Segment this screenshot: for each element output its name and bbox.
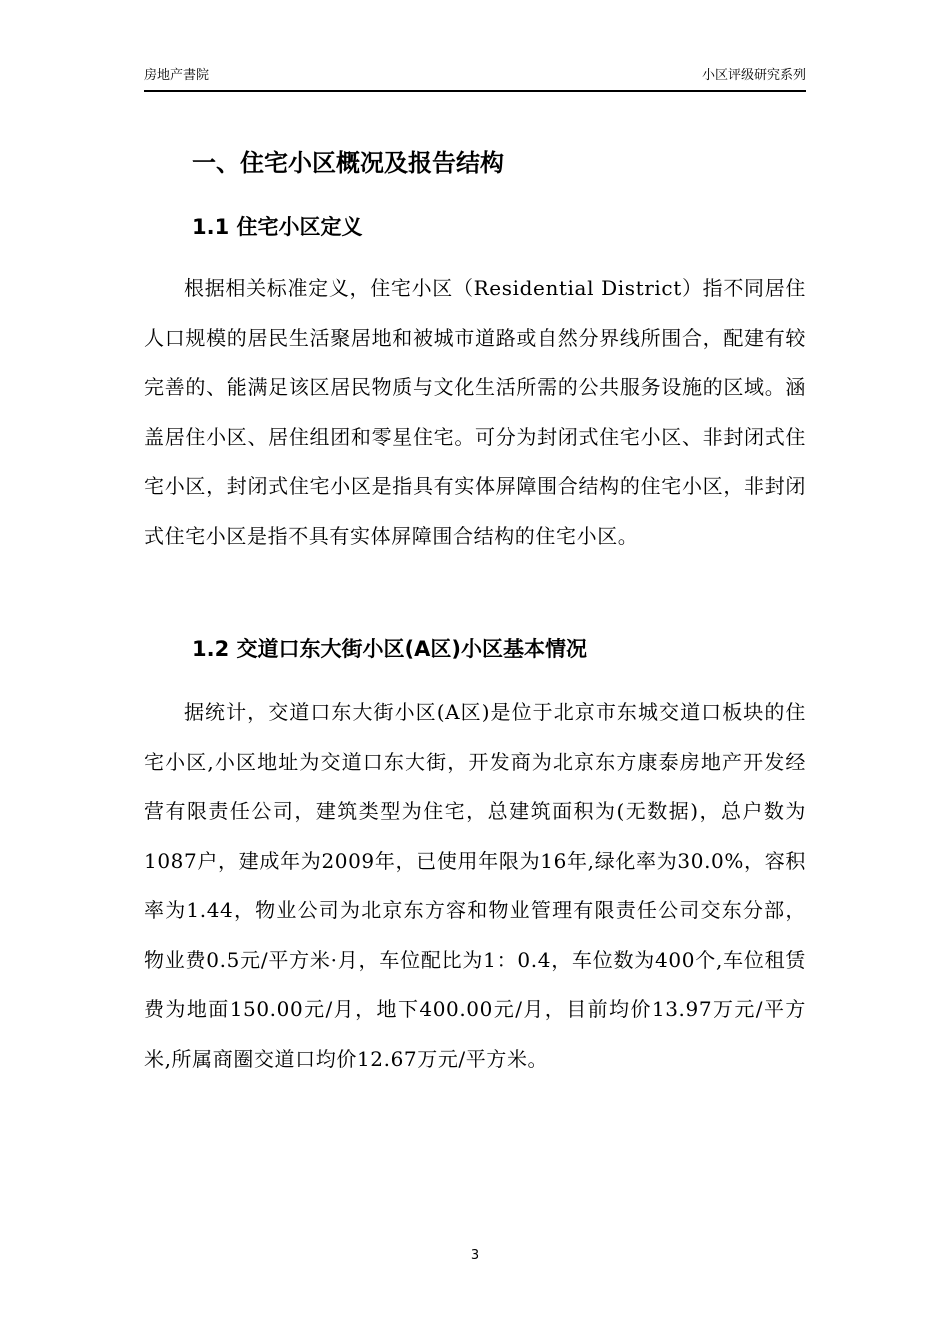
page-number: 3 <box>470 1248 480 1263</box>
header-publisher: 房地产書院 <box>144 68 210 83</box>
section-title: 一、住宅小区概况及报告结构 <box>192 149 504 177</box>
subsection-title-definition: 1.1 住宅小区定义 <box>192 215 363 239</box>
basic-info-paragraph: 据统计，交道口东大街小区(A区)是位于北京市东城交道口板块的住宅小区,小区地址为交道口东大街，开发商为北京东方康泰房地产开发经营有限责任公司，建筑类型为住宅，总建筑面积为(无数据)，总户数为1087户，建成年为2009年，已使用年限为16年,绿化率为30.0%，容积率为1.44，物业公司为北京东方容和物业管理有限责任公司交东分部，物业费0.5元/平方米·月，车位配比为1：0.4，车位数为400个,车位租赁费为地面150.00元/月，地下400.00元/月，目前均价13.97万元/平方米,所属商圈交道口均价12.67万元/平方米。 <box>144 700 806 1071</box>
definition-paragraph: 根据相关标准定义，住宅小区（Residential District）指不同居住人口规模的居民生活聚居地和被城市道路或自然分界线所围合，配建有较完善的、能满足该区居民物质与文化生活所需的公共服务设施的区域。涵盖居住小区、居住组团和零星住宅。可分为封闭式住宅小区、非封闭式住宅小区，封闭式住宅小区是指具有实体屏障围合结构的住宅小区，非封闭式住宅小区是指不具有实体屏障围合结构的住宅小区。 <box>144 276 806 548</box>
header-series-title: 小区评级研究系列 <box>701 68 806 83</box>
page-header <box>144 66 806 92</box>
subsection-title-basic-info: 1.2 交道口东大街小区(A区)小区基本情况 <box>192 637 587 661</box>
